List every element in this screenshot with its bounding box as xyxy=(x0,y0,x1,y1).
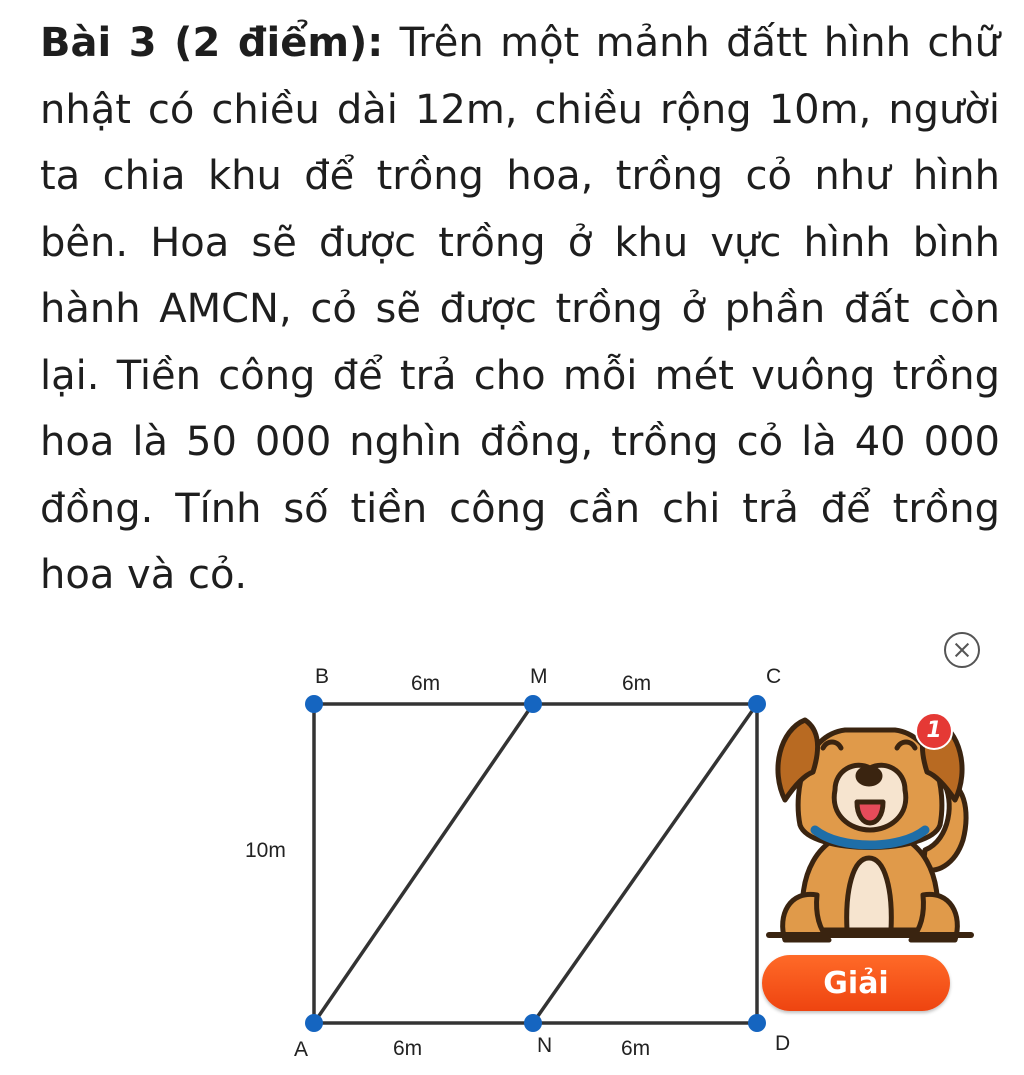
rectangle-abcd xyxy=(314,704,757,1023)
segment-am xyxy=(314,704,533,1023)
point-d xyxy=(748,1014,766,1032)
point-b xyxy=(305,695,323,713)
notification-badge: 1 xyxy=(915,712,953,750)
point-n xyxy=(524,1014,542,1032)
problem-heading: Bài 3 (2 điểm): xyxy=(40,20,384,66)
length-an: 6m xyxy=(393,1037,423,1060)
solve-button[interactable]: Giải xyxy=(762,955,950,1011)
segment-nc xyxy=(533,704,757,1023)
length-ab: 10m xyxy=(245,839,286,862)
label-c: C xyxy=(766,665,782,688)
length-nd: 6m xyxy=(621,1037,651,1060)
length-bm: 6m xyxy=(411,672,441,695)
point-a xyxy=(305,1014,323,1032)
problem-body: Trên một mảnh đấtt hình chữ nhật có chiều dài 12m, chiều rộng 10m, người ta chia khu để trồng hoa, trồng cỏ như hình bên. Hoa sẽ được trồng ở khu vực hình bình hành AMCN, cỏ sẽ được trồng ở phần đất còn lại. Tiền công để trả cho mỗi mét vuông trồng hoa là 50 000 nghìn đồng, trồng cỏ là 40 000 đồng. Tính số tiền công cần chi trả để trồng hoa và cỏ. xyxy=(40,20,1001,598)
close-icon[interactable] xyxy=(944,632,980,668)
label-b: B xyxy=(315,665,330,688)
length-mc: 6m xyxy=(622,672,652,695)
label-a: A xyxy=(294,1038,309,1061)
point-m xyxy=(524,695,542,713)
label-d: D xyxy=(775,1032,791,1055)
label-n: N xyxy=(537,1034,553,1057)
point-c xyxy=(748,695,766,713)
label-m: M xyxy=(530,665,548,688)
